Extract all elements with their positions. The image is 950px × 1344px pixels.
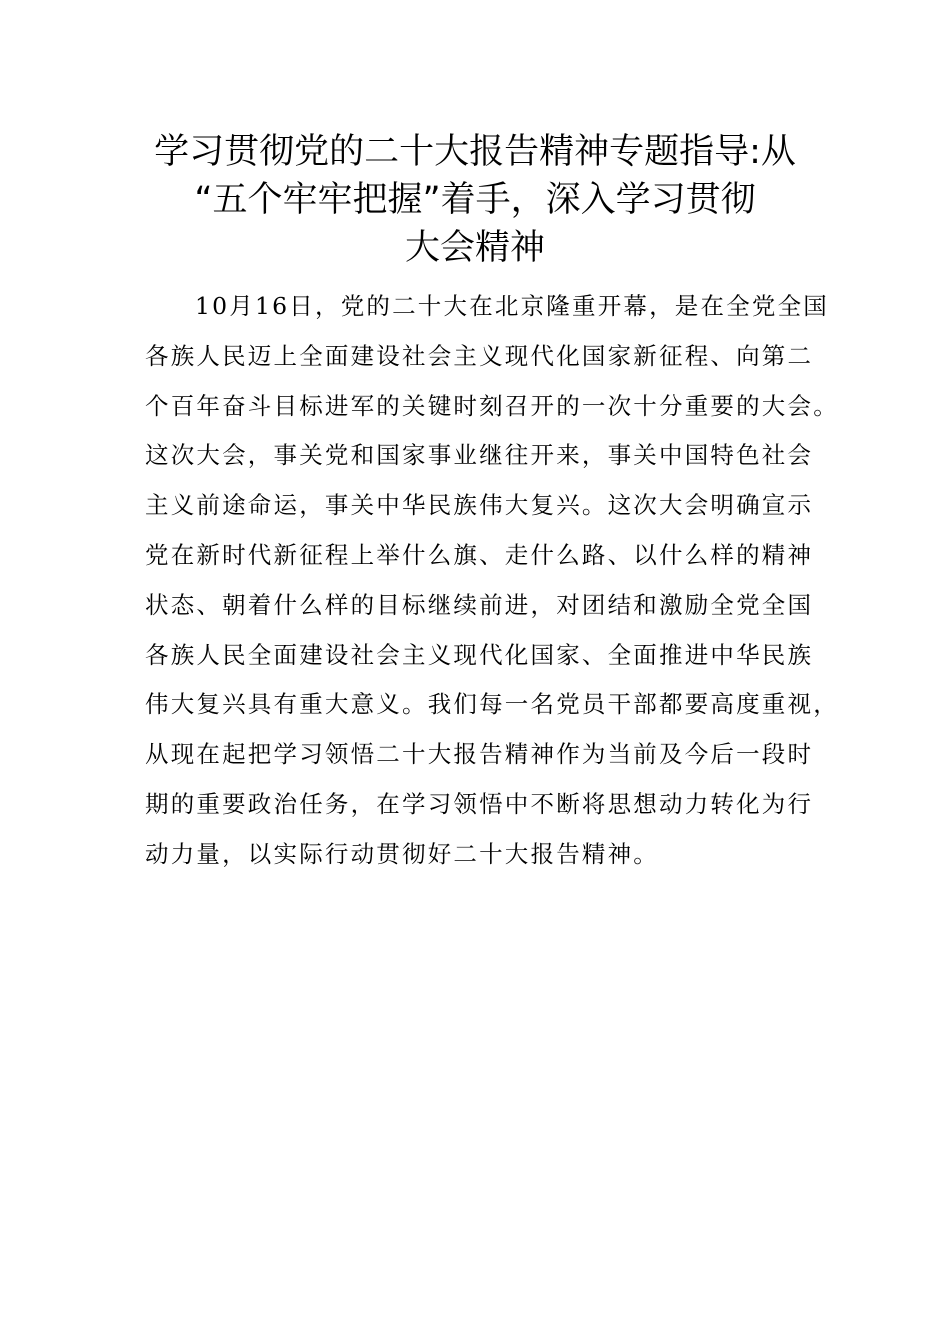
paragraph-line: 主义前途命运，事关中华民族伟大复兴。这次大会明确宣示 (145, 491, 814, 520)
body-paragraph (145, 282, 839, 880)
paragraph-line: 各族人民迈上全面建设社会主义现代化国家新征程、向第二 (145, 341, 814, 370)
paragraph-line: 期的重要政治任务，在学习领悟中不断将思想动力转化为行 (145, 789, 814, 818)
paragraph-line: 状态、朝着什么样的目标继续前进，对团结和激励全党全国 (145, 590, 814, 619)
paragraph-line: 这次大会，事关党和国家事业继往开来，事关中国特色社会 (145, 441, 814, 470)
paragraph-line: 10月16日，党的二十大在北京隆重开幕，是在全党全国 (195, 292, 830, 320)
document-title (130, 128, 820, 272)
title-line: 学习贯彻党的二十大报告精神专题指导:从 (154, 132, 796, 172)
title-line: 大会精神 (404, 228, 545, 268)
paragraph-line: 伟大复兴具有重大意义。我们每一名党员干部都要高度重视， (145, 690, 839, 719)
paragraph-line: 动力量，以实际行动贯彻好二十大报告精神。 (145, 839, 659, 868)
paragraph-line: 各族人民全面建设社会主义现代化国家、全面推进中华民族 (145, 640, 814, 669)
paragraph-line: 党在新时代新征程上举什么旗、走什么路、以什么样的精神 (145, 540, 814, 569)
paragraph-line: 个百年奋斗目标进军的关键时刻召开的一次十分重要的大会。 (145, 391, 839, 420)
title-line: “五个牢牢把握”着手，深入学习贯彻 (194, 180, 756, 220)
paragraph-line: 从现在起把学习领悟二十大报告精神作为当前及今后一段时 (145, 740, 814, 769)
